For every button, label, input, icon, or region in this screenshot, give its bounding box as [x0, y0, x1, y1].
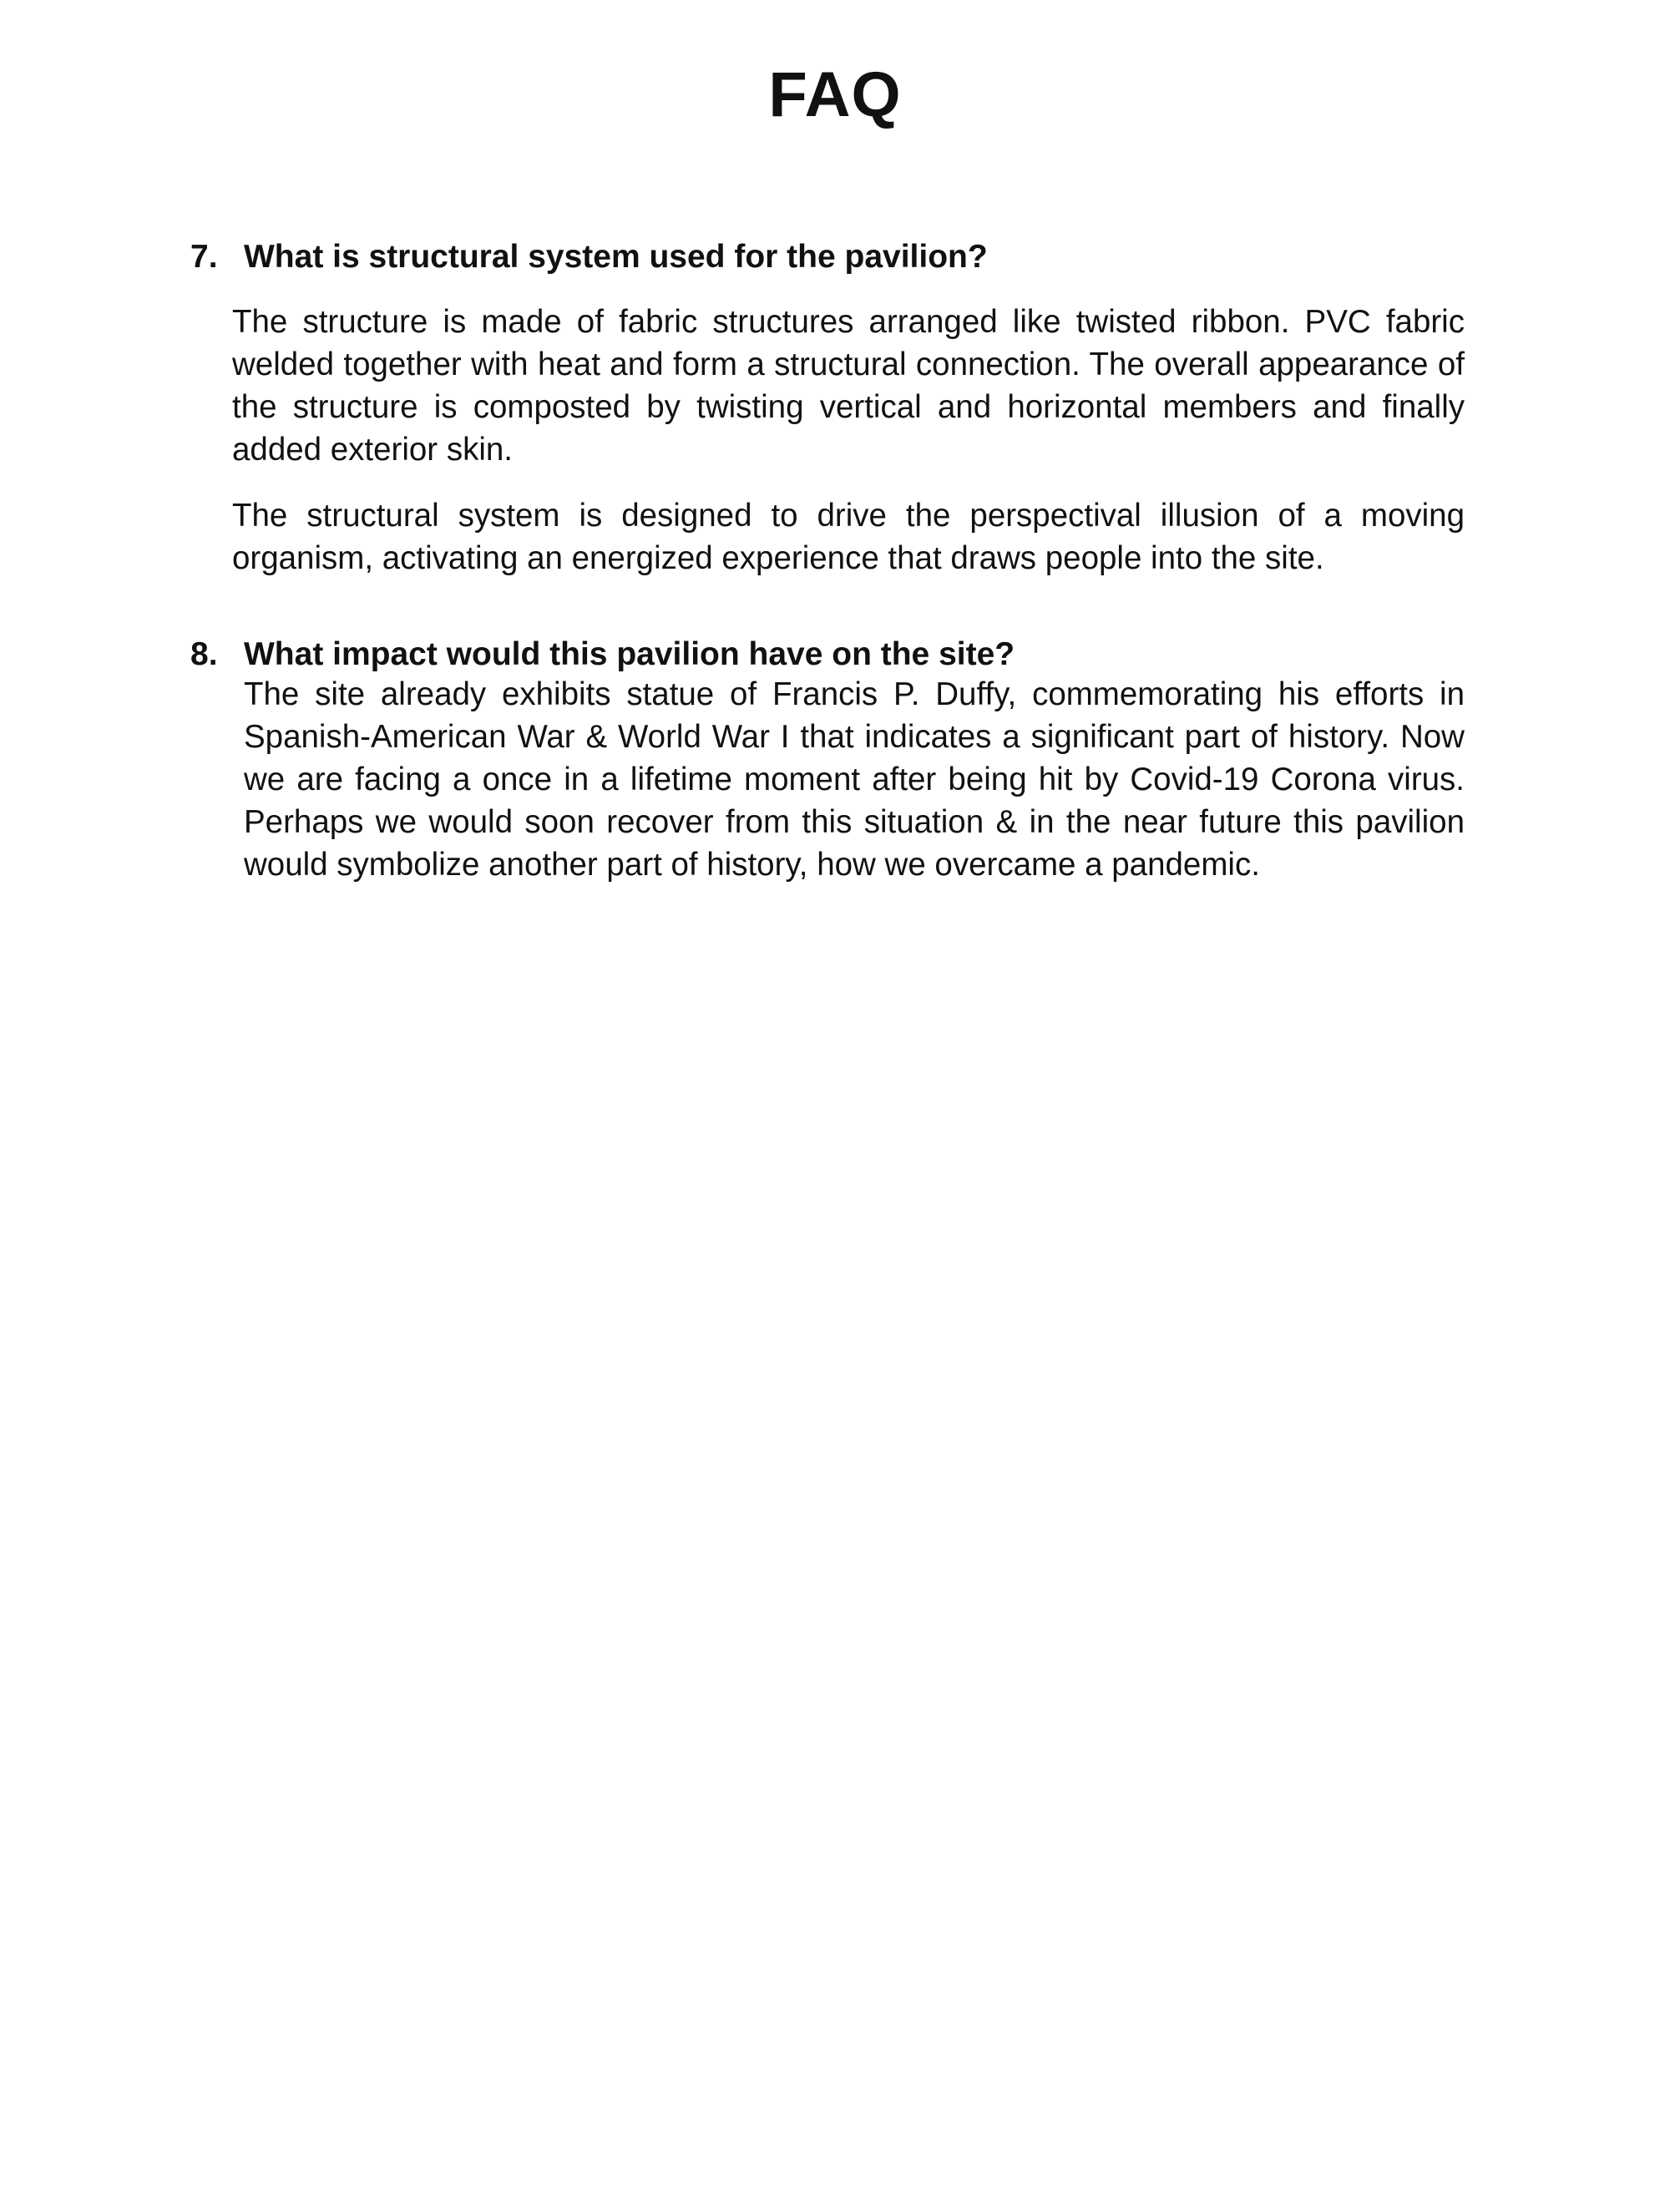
- faq-question-7: [190, 239, 1468, 276]
- faq-item-8: [190, 636, 1468, 886]
- question-text: What impact would this pavilion have on the site?: [244, 636, 1015, 672]
- question-number: 7.: [190, 239, 218, 275]
- faq-question-8: [190, 636, 1468, 673]
- faq-item-7: [190, 239, 1468, 580]
- question-text: What is structural system used for the pavilion?: [244, 239, 988, 275]
- question-number: 8.: [190, 636, 218, 672]
- answer-paragraph: The structure is made of fabric structures arranged like twisted ribbon. PVC fabric welded together with heat and form a structural connection. The overall appearance of the structure is composted by twisting vertical and horizontal members and finally added exterior skin.: [232, 304, 1465, 468]
- answer-paragraph: The structural system is designed to drive the perspectival illusion of a moving organism, activating an energized experience that draws people into the site.: [232, 498, 1465, 576]
- answer-paragraph: The site already exhibits statue of Francis P. Duffy, commemorating his efforts in Spanish-American War & World War I that indicates a significant part of history. Now we are facing a once in a lifetime moment after being hit by Covid-19 Corona virus. Perhaps we would soon recover from this situation & in the near future this pavilion would symbolize another part of history, how we overcame a pandemic.: [244, 676, 1465, 883]
- page-title: FAQ: [768, 59, 902, 130]
